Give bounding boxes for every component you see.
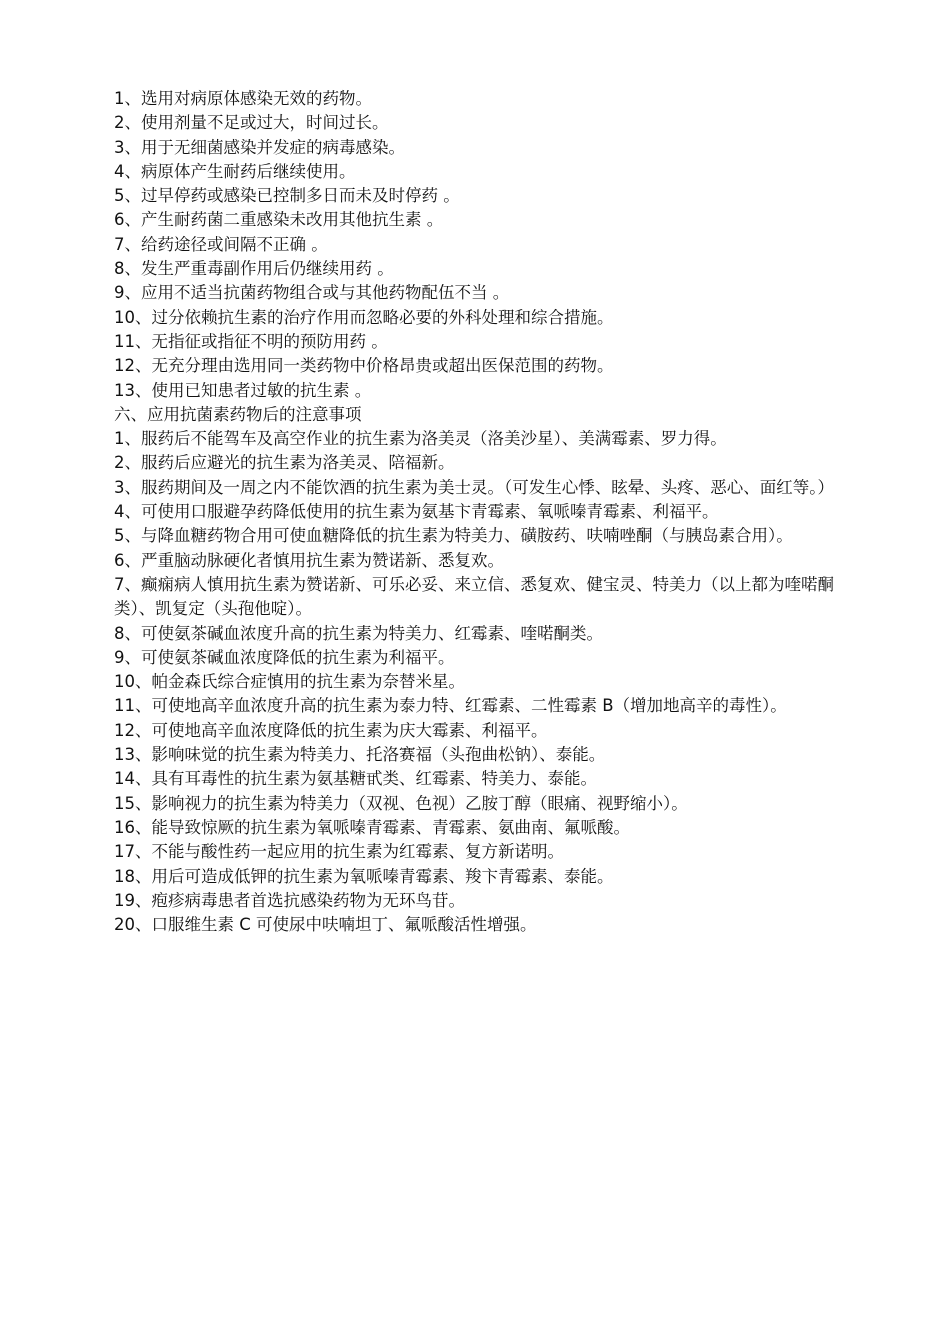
list-item: 18、用后可造成低钾的抗生素为氧哌嗪青霉素、羧卞青霉素、泰能。 (114, 866, 614, 886)
list-item: 9、可使氨茶碱血浓度降低的抗生素为利福平。 (114, 647, 455, 667)
list-item: 5、过早停药或感染已控制多日而未及时停药 。 (114, 186, 460, 206)
list-item: 7、给药途径或间隔不正确 。 (114, 234, 328, 254)
list-item: 16、能导致惊厥的抗生素为氧哌嗪青霉素、青霉素、氨曲南、氟哌酸。 (114, 817, 630, 837)
list-item: 9、应用不适当抗菌药物组合或与其他药物配伍不当 。 (114, 283, 510, 303)
list-item: 3、用于无细菌感染并发症的病毒感染。 (114, 137, 405, 157)
list-item: 2、服药后应避光的抗生素为洛美灵、陪福新。 (114, 453, 455, 473)
list-item: 2、使用剂量不足或过大，时间过长。 (114, 113, 389, 133)
list-item: 13、影响味觉的抗生素为特美力、托洛赛福（头孢曲松钠）、泰能。 (114, 745, 606, 765)
list-item: 4、可使用口服避孕药降低使用的抗生素为氨基卞青霉素、氧哌嗪青霉素、利福平。 (114, 502, 719, 522)
list-item: 20、口服维生素 C 可使尿中呋喃坦丁、氟哌酸活性增强。 (114, 915, 537, 935)
list-item: 11、无指征或指征不明的预防用药 。 (114, 331, 388, 351)
document-body (114, 87, 844, 937)
list-item: 13、使用已知患者过敏的抗生素 。 (114, 380, 372, 400)
list-item: 5、与降血糖药物合用可使血糖降低的抗生素为特美力、磺胺药、呋喃唑酮（与胰岛素合用）。 (114, 526, 793, 546)
list-item: 1、服药后不能驾车及高空作业的抗生素为洛美灵（洛美沙星）、美满霉素、罗力得。 (114, 429, 727, 449)
list-item: 6、严重脑动脉硬化者慎用抗生素为赞诺新、悉复欢。 (114, 550, 504, 570)
list-item: 8、发生严重毒副作用后仍继续用药 。 (114, 259, 394, 279)
list-item: 12、无充分理由选用同一类药物中价格昂贵或超出医保范围的药物。 (114, 356, 614, 376)
list-item: 7、癫痫病人慎用抗生素为赞诺新、可乐必妥、来立信、悉复欢、健宝灵、特美力（以上都为喹喏酮类）、凯复定（头孢他啶）。 (114, 574, 834, 619)
list-item: 6、产生耐药菌二重感染未改用其他抗生素 。 (114, 210, 444, 230)
list-item: 3、服药期间及一周之内不能饮酒的抗生素为美士灵。（可发生心悸、眩晕、头疼、恶心、面红等。） (114, 477, 834, 497)
list-item: 11、可使地高辛血浓度升高的抗生素为泰力特、红霉素、二性霉素 B（增加地高辛的毒性）。 (114, 696, 787, 716)
list-item: 15、影响视力的抗生素为特美力（双视、色视）乙胺丁醇（眼痛、视野缩小）。 (114, 793, 688, 813)
list-item: 4、病原体产生耐药后继续使用。 (114, 161, 356, 181)
list-item: 1、选用对病原体感染无效的药物。 (114, 89, 372, 108)
list-item: 10、过分依赖抗生素的治疗作用而忽略必要的外科处理和综合措施。 (114, 307, 614, 327)
list-item: 17、不能与酸性药一起应用的抗生素为红霉素、复方新诺明。 (114, 842, 564, 862)
list-item: 10、帕金森氏综合症慎用的抗生素为奈替米星。 (114, 672, 465, 692)
list-item: 19、疱疹病毒患者首选抗感染药物为无环鸟苷。 (114, 890, 465, 910)
section-heading: 六、应用抗菌素药物后的注意事项 (114, 404, 362, 424)
list-item: 12、可使地高辛血浓度降低的抗生素为庆大霉素、利福平。 (114, 720, 548, 740)
list-item: 14、具有耳毒性的抗生素为氨基糖甙类、红霉素、特美力、泰能。 (114, 769, 597, 789)
list-item: 8、可使氨茶碱血浓度升高的抗生素为特美力、红霉素、喹喏酮类。 (114, 623, 603, 643)
